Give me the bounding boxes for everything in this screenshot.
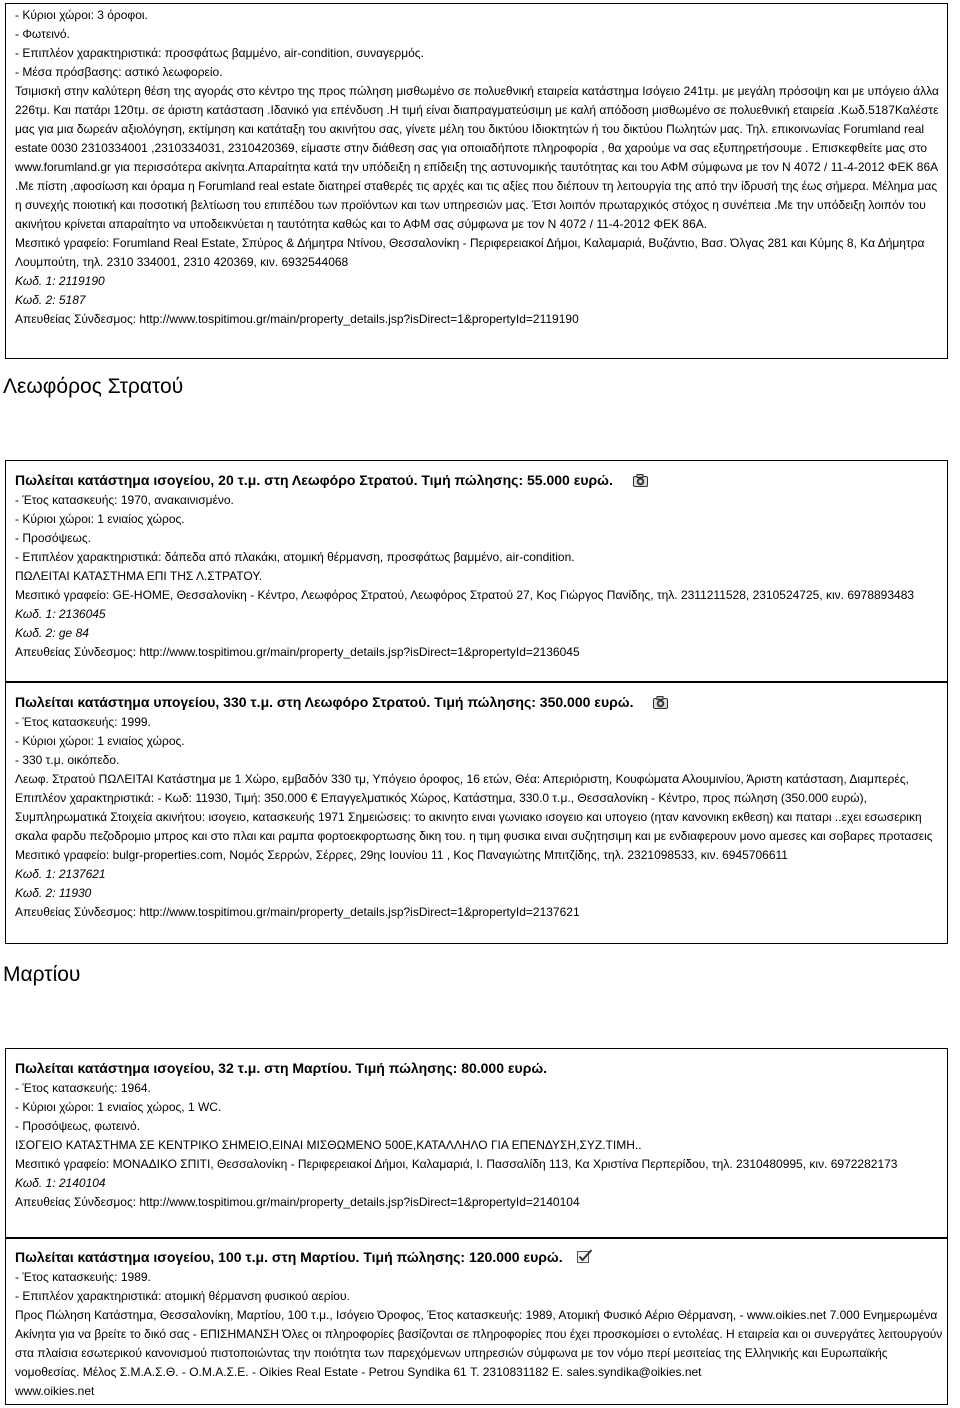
detail-line: - Κύριοι χώροι: 1 ενιαίος χώρος.	[15, 734, 185, 748]
listing-title-text[interactable]: Πωλείται κατάστημα ισογείου, 32 τ.μ. στη Μαρτίου. Τιμή πώλησης: 80.000 ευρώ.	[15, 1060, 548, 1076]
checkbox-icon[interactable]	[577, 1249, 593, 1264]
listing-code-1: Κωδ. 1: 2137621	[15, 867, 106, 881]
listing-description: Προς Πώληση Κατάστημα, Θεσσαλονίκη, Μαρτίου, 100 τ.μ., Ισόγειο Όροφος, Έτος κατασκευής: 1989, Ατομική Φυσικό Αέριο Θέρμανση, - www.oikies.net 7.000 Ενημερωμένα Ακίνητα για να βρείτε το δικό σας - ΕΠΙΣΗΜΑΝΣΗ Όλες οι πληροφορίες βασίζονται σε πληροφορίες που έχει προσκομίσει ο εντολέας. Η εταιρεία και οι συνεργάτες λειτουργούν στα πλαίσια εσωτερικού κανονισμού πιστοποιώντας την ποιότητα των παρεχόμενων υπηρεσιών σύμφωνα με τον νόμο περί μεσιτείας της Ελληνικής και Ευρωπαϊκής νομοθεσίας. Μέλος Σ.Μ.Α.Σ.Θ. - Ο.Μ.Α.Σ.Ε. - Oikies Real Estate - Petrou Syndika 61 Τ. 2310831182 Ε. sales.syndika@oikies.net	[15, 1308, 943, 1379]
camera-icon[interactable]	[653, 694, 668, 707]
detail-line: - Φωτεινό.	[15, 27, 70, 41]
detail-line: - Επιπλέον χαρακτηριστικά: δάπεδα από πλακάκι, ατομική θέρμανση, προσφάτως βαμμένο, air-condition.	[15, 550, 575, 564]
detail-line: - Έτος κατασκευής: 1970, ανακαινισμένο.	[15, 493, 234, 507]
listing-code-2: Κωδ. 2: 11930	[15, 886, 92, 900]
listing-title-text[interactable]: Πωλείται κατάστημα ισογείου, 100 τ.μ. στη Μαρτίου. Τιμή πώλησης: 120.000 ευρώ.	[15, 1249, 563, 1265]
listing-box	[5, 460, 948, 682]
listing-code-2: Κωδ. 2: 5187	[15, 293, 86, 307]
detail-line: - Κύριοι χώροι: 3 όροφοι.	[15, 8, 148, 22]
section-heading: Μαρτίου	[3, 963, 81, 986]
detail-line: - Κύριοι χώροι: 1 ενιαίος χώρος, 1 WC.	[15, 1100, 222, 1114]
camera-icon[interactable]	[633, 472, 648, 485]
detail-line: - Έτος κατασκευής: 1964.	[15, 1081, 151, 1095]
detail-line: - Μέσα πρόσβασης: αστικό λεωφορείο.	[15, 65, 223, 79]
listing-title[interactable]	[15, 470, 947, 490]
detail-line: - Προσόψεως, φωτεινό.	[15, 1119, 141, 1133]
detail-line: - Προσόψεως.	[15, 531, 91, 545]
detail-line: ΠΩΛΕΙΤΑΙ ΚΑΤΑΣΤΗΜΑ ΕΠΙ ΤΗΣ Λ.ΣΤΡΑΤΟΥ.	[15, 569, 263, 583]
agency-info: Μεσιτικό γραφείο: Forumland Real Estate, Σπύρος & Δήμητρα Ντίνου, Θεσσαλονίκη - Περιφερειακοί Δήμοι, Καλαμαριά, Βυζάντιο, Βασ. Όλγας 281 και Κύμης 8, Κα Δήμητρα Λουμπούτη, τηλ. 2310 334001, 2310 420369, κιν. 6932544068	[15, 236, 925, 269]
agency-info: Μεσιτικό γραφείο: GE-HOME, Θεσσαλονίκη - Κέντρο, Λεωφόρος Στρατού, Λεωφόρος Στρατού 27, Κος Γιώργος Πανίδης, τηλ. 2311211528, 2310524725, κιν. 6978893483	[15, 588, 915, 602]
detail-line: - Κύριοι χώροι: 1 ενιαίος χώρος.	[15, 512, 185, 526]
detail-line: - Έτος κατασκευής: 1999.	[15, 715, 151, 729]
detail-line: - Επιπλέον χαρακτηριστικά: προσφάτως βαμμένο, air-condition, συναγερμός.	[15, 46, 424, 60]
detail-line: - Επιπλέον χαρακτηριστικά: ατομική θέρμανση φυσικού αερίου.	[15, 1289, 350, 1303]
listing-description: Λεωφ. Στρατού ΠΩΛΕΙΤΑΙ Κατάστημα με 1 Χώρο, εμβαδόν 330 τμ, Υπόγειο όροφος, 16 ετών, Θέα: Απεριόριστη, Κουφώματα Αλουμινίου, Άριστη κατάσταση, Διαμπερές, Επιπλέον χαρακτηριστικά: - Κωδ: 11930, Τιμή: 350.000 € Επαγγελματικός Χώρος, Κατάστημα, 330.0 τ.μ., Θεσσαλονίκη - Κέντρο, προς πώληση (350.000 ευρώ), Συμπληρωματικά Στοιχεία ακινήτου: ισογειο, κατασκευής 1971 Σημειώσεις: το ακινητο ειναι γωνιακο ισογειο και υπογειο (ηταν κανονικη εκθεση) και παταρι ..εχει εσωσερικη σκαλα φαρδυ πεζοδρομιο μπρος και στο πλαι και ραμπα φορτοεκφορτωσης δικη του. η τιμη φυσικα ειναι συζητησιμη και με ενδιαφερουν μονο αμεσες και σοβαρες προτασεις	[15, 772, 933, 843]
listing-box	[5, 1238, 948, 1405]
listing-code-1: Κωδ. 1: 2140104	[15, 1176, 106, 1190]
listing-title-text[interactable]: Πωλείται κατάστημα υπογείου, 330 τ.μ. στη Λεωφόρο Στρατού. Τιμή πώλησης: 350.000 ευρώ.	[15, 694, 634, 710]
listing-title[interactable]	[15, 1247, 947, 1267]
direct-link[interactable]: Απευθείας Σύνδεσμος: http://www.tospitimou.gr/main/property_details.jsp?isDirect=1&propertyId=2119190	[15, 312, 579, 326]
listing-title-text[interactable]: Πωλείται κατάστημα ισογείου, 20 τ.μ. στη Λεωφόρο Στρατού. Τιμή πώλησης: 55.000 ευρώ.	[15, 472, 613, 488]
listing-title[interactable]	[15, 692, 947, 712]
listing-code-1: Κωδ. 1: 2136045	[15, 607, 106, 621]
listing-code-2: Κωδ. 2: ge 84	[15, 626, 89, 640]
listing-box	[5, 682, 948, 944]
listing-box-top	[5, 3, 948, 359]
listing-description: ΙΣΟΓΕΙΟ ΚΑΤΑΣΤΗΜΑ ΣΕ ΚΕΝΤΡΙΚΟ ΣΗΜΕΙΟ,ΕΙΝΑΙ ΜΙΣΘΩΜΕΝΟ 500Ε,ΚΑΤΑΛΛΗΛΟ ΓΙΑ ΕΠΕΝΔΥΣΗ,ΣΥΖ.ΤΙΜΗ..	[15, 1138, 642, 1152]
section-heading: Λεωφόρος Στρατού	[3, 375, 184, 398]
detail-line: - Έτος κατασκευής: 1989.	[15, 1270, 151, 1284]
listing-title[interactable]	[15, 1058, 947, 1078]
direct-link[interactable]: Απευθείας Σύνδεσμος: http://www.tospitimou.gr/main/property_details.jsp?isDirect=1&propertyId=2140104	[15, 1195, 580, 1209]
agency-info: Μεσιτικό γραφείο: bulgr-properties.com, Νομός Σερρών, Σέρρες, 29ης Ιουνίου 11 , Κος Παναγιώτης Μπιτζίδης, τηλ. 2321098533, κιν. 6945706611	[15, 848, 788, 862]
detail-line: - 330 τ.μ. οικόπεδο.	[15, 753, 120, 767]
website-link[interactable]: www.oikies.net	[15, 1384, 95, 1398]
listing-description: Τσιμισκή στην καλύτερη θέση της αγοράς στο κέντρο της προς πώληση μισθωμένο σε πολυεθνική εταιρεία κατάστημα Ισόγειο 241τμ. με μεγάλη πρόσοψη και με υπόγειο άλλα 226τμ. Και πατάρι 120τμ. σε άριστη κατάσταση .Ιδανικό για επένδυση .Η τιμή είναι διαπραγματεύσιμη με καλή απόδοση μισθωμένο σε πολυεθνική εταιρεία .Κωδ.5187Καλέστε μας για μια δωρεάν αξιολόγηση, εκτίμηση και κατάταξη του ακινήτου σας, γίνετε μέλη του δικτύου Ιδιοκτητών ή του δικτύου Πωλητών μας. Τηλ. επικοινωνίας Forumland real estate 0030 2310334001 ,2310334031, 2310420369, είμαστε στην διάθεση σας για οποιαδήποτε πληροφορία , θα χαρούμε να σας εξυπηρετήσουμε . Επισκεφθείτε μας στο www.forumland.gr για περισσότερα ακίνητα.Απαραίτητα κατά την υπόδειξη η επίδειξη της αστυνομικής ταυτότητας και του ΑΦΜ σύμφωνα με τον Ν 4072 / 11-4-2012 ΦΕΚ 86Α .Με πίστη ,αφοσίωση και όραμα η Forumland real estate διατηρεί σταθερές τις αρχές και τις αξίες που διέπουν τη λειτουργία της από την ίδρυσή της έως σήμερα. Μέλημα μας η συνεχής ποιοτική και ποσοτική βελτίωση του επιπέδου των προϊόντων και των υπηρεσιών μας. Έτσι λοιπόν πρωταρχικός στόχος η συνέπεια .Με την υπόδειξη λοιπόν του ακινήτου κρίνεται απαραίτητο να υποδεικνύεται η ταυτότητα καθώς και το ΑΦΜ σας σύμφωνα με τον Ν 4072 / 11-4-2012 ΦΕΚ 86Α.	[15, 84, 939, 231]
listing-box	[5, 1048, 948, 1238]
agency-info: Μεσιτικό γραφείο: ΜΟΝΑΔΙΚΟ ΣΠΙΤΙ, Θεσσαλονίκη - Περιφερειακοί Δήμοι, Καλαμαριά, Ι. Πασσαλίδη 113, Κα Χριστίνα Περπερίδου, τηλ. 2310480995, κιν. 6972282173	[15, 1157, 898, 1171]
direct-link[interactable]: Απευθείας Σύνδεσμος: http://www.tospitimou.gr/main/property_details.jsp?isDirect=1&propertyId=2137621	[15, 905, 580, 919]
direct-link[interactable]: Απευθείας Σύνδεσμος: http://www.tospitimou.gr/main/property_details.jsp?isDirect=1&propertyId=2136045	[15, 645, 580, 659]
listing-code-1: Κωδ. 1: 2119190	[15, 274, 105, 288]
